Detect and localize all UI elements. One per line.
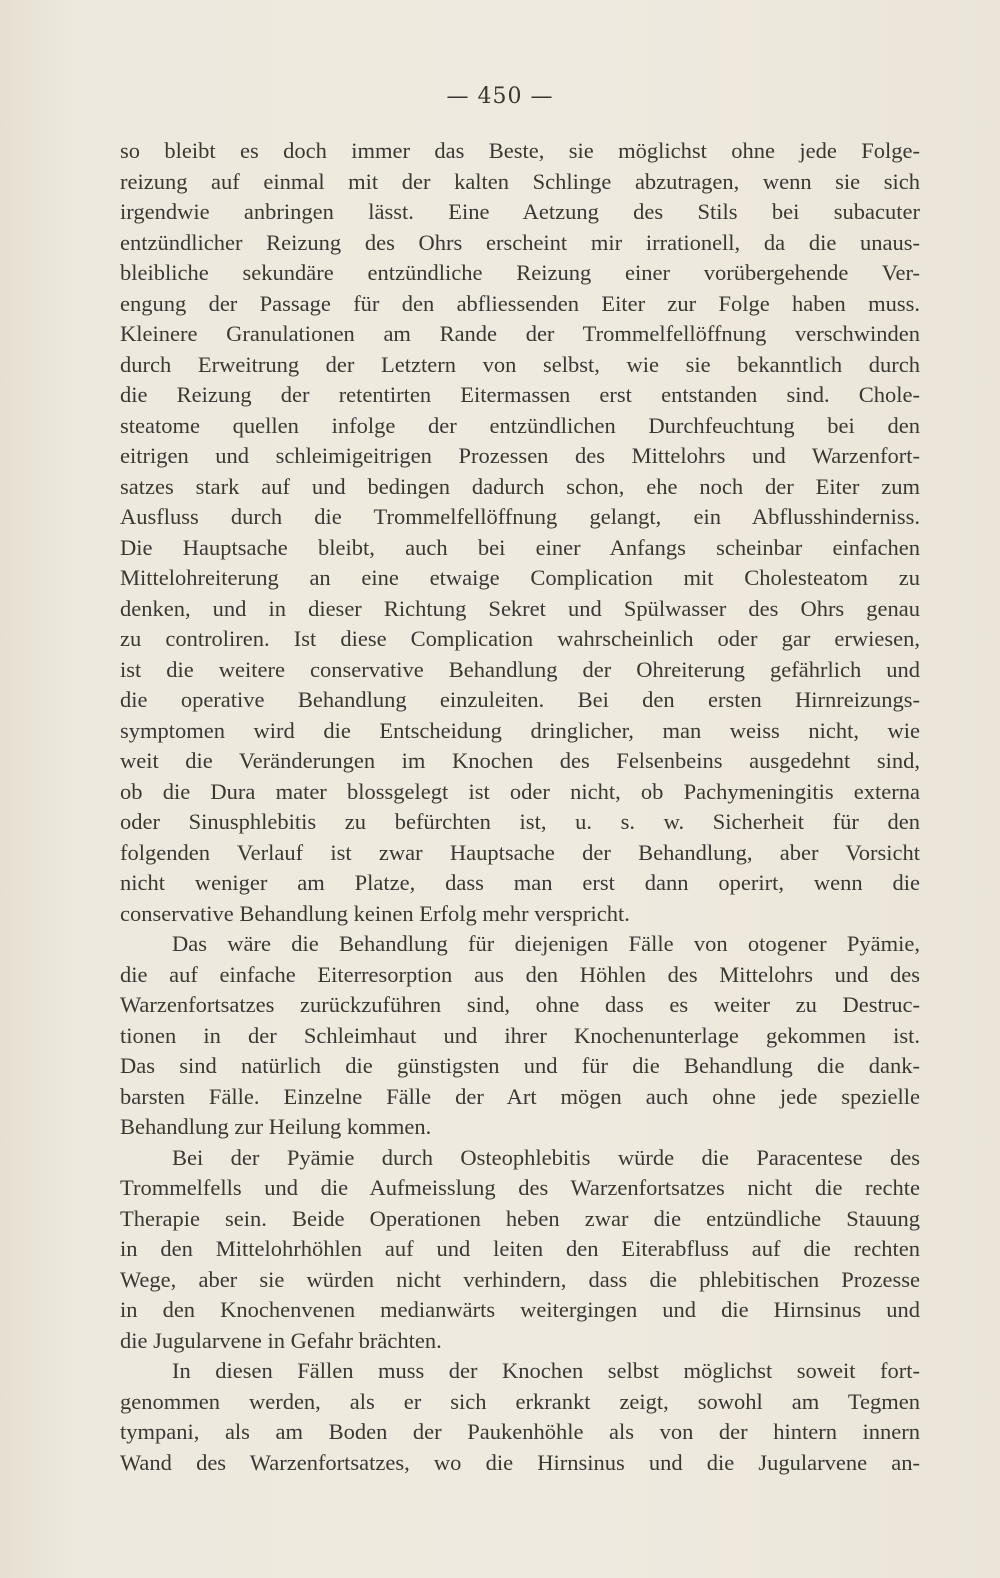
text-line: In diesen Fällen muss der Knochen selbst möglichst soweit fort- [172, 1358, 920, 1383]
text-line: Die Hauptsache bleibt, auch bei einer Anfangs scheinbar einfachen [120, 534, 920, 560]
text-line: eitrigen und schleimigeitrigen Prozessen des Mittelohrs und Warzenfort- [120, 443, 920, 468]
text-line: genommen werden, als er sich erkrankt zeigt, sowohl am Tegmen [120, 1388, 920, 1414]
text-line: tympani, als am Boden der Paukenhöhle als von der hintern innern [120, 1419, 920, 1444]
text-line: weit die Veränderungen im Knochen des Felsenbeins ausgedehnt sind, [120, 748, 920, 773]
text-line: Therapie sein. Beide Operationen heben zwar die entzündliche Stauung [120, 1205, 920, 1231]
body-text [120, 136, 920, 1478]
text-line: Das sind natürlich die günstigsten und für die Behandlung die dank- [120, 1053, 920, 1078]
text-line: steatome quellen infolge der entzündlichen Durchfeuchtung bei den [120, 412, 920, 438]
text-line: Kleinere Granulationen am Rande der Trommelfellöffnung verschwinden [120, 321, 920, 346]
text-line: zu controliren. Ist diese Complication wahrscheinlich oder gar erwiesen, [120, 626, 920, 651]
text-line: ob die Dura mater blossgelegt ist oder nicht, ob Pachymeningitis externa [120, 778, 920, 804]
text-line: Wege, aber sie würden nicht verhindern, dass die phlebitischen Prozesse [120, 1266, 920, 1292]
text-line: Bei der Pyämie durch Osteophlebitis würde die Paracentese des [172, 1144, 920, 1170]
text-line: Das wäre die Behandlung für diejenigen Fälle von otogener Pyämie, [172, 931, 920, 956]
text-line: Wand des Warzenfortsatzes, wo die Hirnsinus und die Jugularvene an- [120, 1449, 920, 1475]
text-line: in den Knochenvenen medianwärts weitergingen und die Hirnsinus und [120, 1297, 920, 1322]
text-line: ist die weitere conservative Behandlung der Ohreiterung gefährlich und [120, 656, 920, 682]
text-line: die Reizung der retentirten Eitermassen erst entstanden sind. Chole- [120, 382, 920, 407]
text-line: entzündlicher Reizung des Ohrs erscheint mir irrationell, da die unaus- [120, 229, 920, 255]
text-line: irgendwie anbringen lässt. Eine Aetzung des Stils bei subacuter [120, 199, 920, 224]
text-line: reizung auf einmal mit der kalten Schlinge abzutragen, wenn sie sich [120, 168, 920, 194]
text-line: conservative Behandlung keinen Erfolg mehr verspricht. [120, 900, 630, 926]
text-line: folgenden Verlauf ist zwar Hauptsache der Behandlung, aber Vorsicht [120, 839, 920, 865]
text-line: satzes stark auf und bedingen dadurch schon, ehe noch der Eiter zum [120, 473, 920, 499]
text-line: Mittelohreiterung an eine etwaige Complication mit Cholesteatom zu [120, 565, 920, 590]
text-line: Behandlung zur Heilung kommen. [120, 1114, 432, 1139]
text-line: die operative Behandlung einzuleiten. Bei den ersten Hirnreizungs- [120, 687, 920, 712]
text-line: bleibliche sekundäre entzündliche Reizung einer vorübergehende Ver- [120, 260, 920, 285]
text-line: Warzenfortsatzes zurückzuführen sind, ohne dass es weiter zu Destruc- [120, 992, 920, 1017]
text-line: tionen in der Schleimhaut und ihrer Knochenunterlage gekommen ist. [120, 1022, 920, 1048]
text-line: symptomen wird die Entscheidung dringlicher, man weiss nicht, wie [120, 717, 920, 743]
text-line: in den Mittelohrhöhlen auf und leiten den Eiterabfluss auf die rechten [120, 1236, 920, 1261]
text-line: die auf einfache Eiterresorption aus den Höhlen des Mittelohrs und des [120, 961, 920, 987]
text-line: oder Sinusphlebitis zu befürchten ist, u. s. w. Sicherheit für den [120, 809, 920, 834]
page-number: — 450 — [446, 84, 554, 109]
text-line: die Jugularvene in Gefahr brächten. [120, 1327, 442, 1353]
text-line: so bleibt es doch immer das Beste, sie möglichst ohne jede Folge- [120, 138, 920, 163]
text-line: barsten Fälle. Einzelne Fälle der Art mögen auch ohne jede spezielle [120, 1083, 920, 1109]
text-line: denken, und in dieser Richtung Sekret und Spülwasser des Ohrs genau [120, 595, 920, 621]
text-line: engung der Passage für den abfliessenden Eiter zur Folge haben muss. [120, 290, 920, 316]
text-line: Trommelfells und die Aufmeisslung des Warzenfortsatzes nicht die rechte [120, 1175, 920, 1200]
text-line: Ausfluss durch die Trommelfellöffnung gelangt, ein Abflusshinderniss. [120, 504, 920, 529]
text-line: nicht weniger am Platze, dass man erst dann operirt, wenn die [120, 870, 920, 895]
text-line: durch Erweitrung der Letztern von selbst, wie sie bekanntlich durch [120, 351, 920, 377]
